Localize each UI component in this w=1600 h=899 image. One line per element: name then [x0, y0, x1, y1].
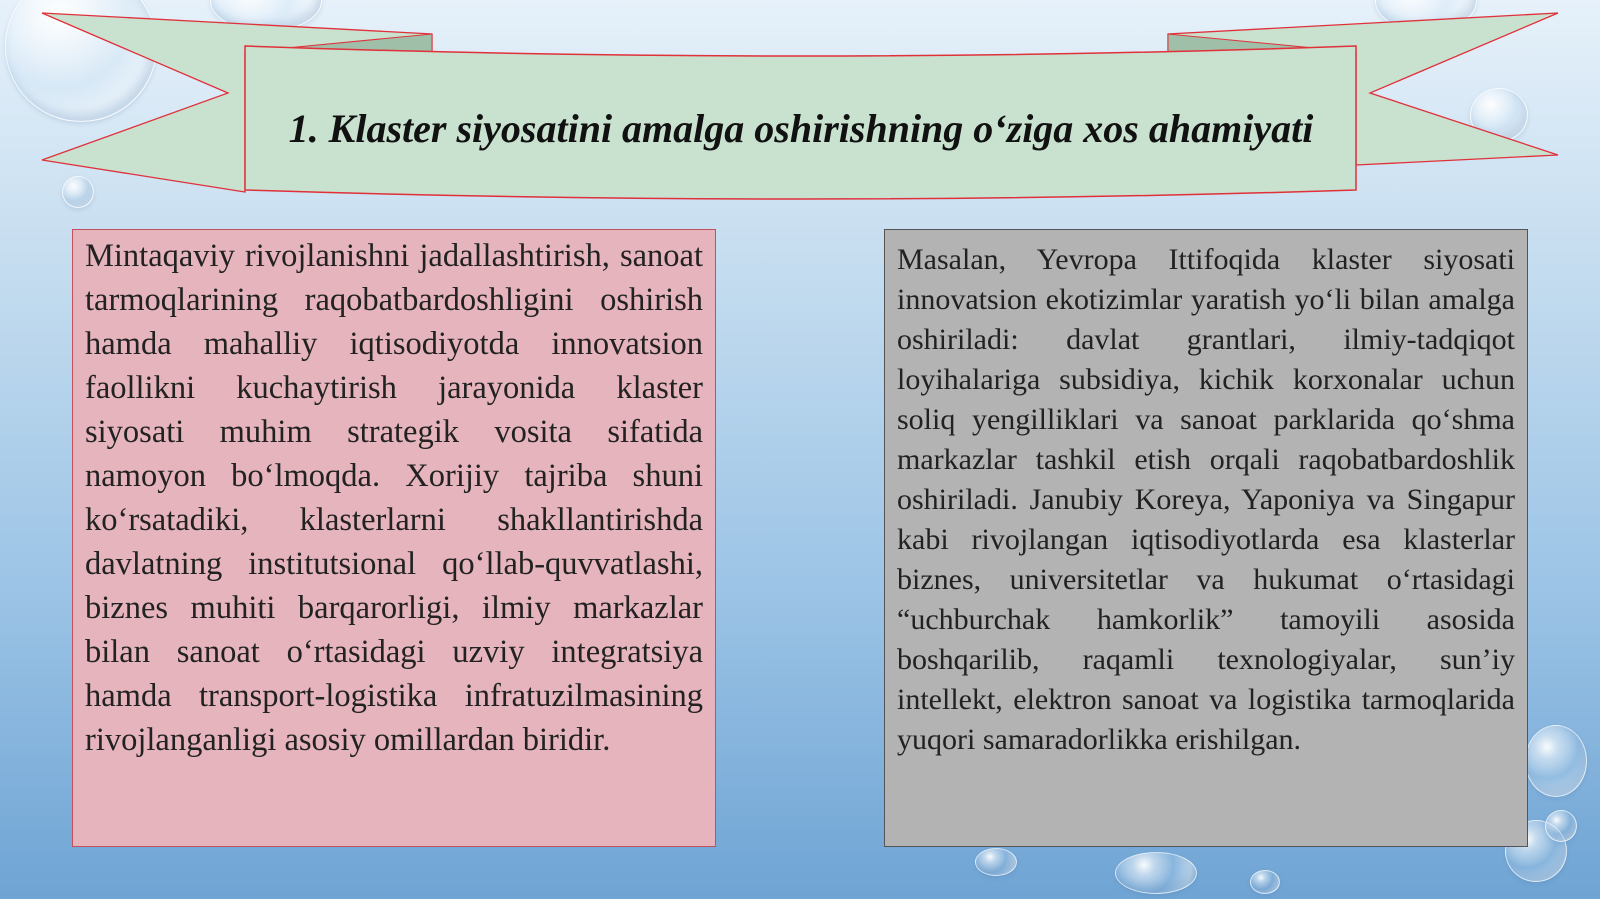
right-box-text: Masalan, Yevropa Ittifoqida klaster siyosati innovatsion ekotizimlar yaratish yo‘li bilan amalga oshiriladi: davlat grantlari, ilmiy-tadqiqot loyihalariga subsidiya, kichik korxonalar uchun soliq yengilliklari va sanoat parklarida qo‘shma markazlar tashkil etish orqali raqobatbardoshlik oshiriladi. Janubiy Koreya, Yaponiya va Singapur kabi rivojlangan iqtisodiyotlarda esa klasterlar biznes, universitetlar va hukumat o‘rtasidagi “uchburchak hamkorlik” tamoyili asosida boshqarilib, raqamli texnologiyalar, sun’iy intellekt, elektron sanoat va logistika tarmoqlarida yuqori samaradorlikka erishilgan. [897, 243, 1515, 756]
left-text-box [72, 229, 716, 847]
right-text-box [884, 229, 1528, 847]
slide-title-text: 1. Klaster siyosatini amalga oshirishning o‘ziga xos ahamiyati [288, 106, 1314, 151]
left-box-text: Mintaqaviy rivojlanishni jadallashtirish, sanoat tarmoqlarining raqobatbardoshligini oshirish hamda mahalliy iqtisodiyotda innovatsion faollikni kuchaytirish jarayonida klaster siyosati muhim strategik vosita sifatida namoyon bo‘lmoqda. Xorijiy tajriba shuni ko‘rsatadiki, klasterlarni shakllantirishda davlatning institutsional qo‘llab-quvvatlashi, biznes muhiti barqarorligi, ilmiy markazlar bilan sanoat o‘rtasidagi uzviy integratsiya hamda transport-logistika infratuzilmasining rivojlanganligi asosiy omillardan biridir. [85, 238, 703, 758]
slide-title [245, 70, 1357, 188]
